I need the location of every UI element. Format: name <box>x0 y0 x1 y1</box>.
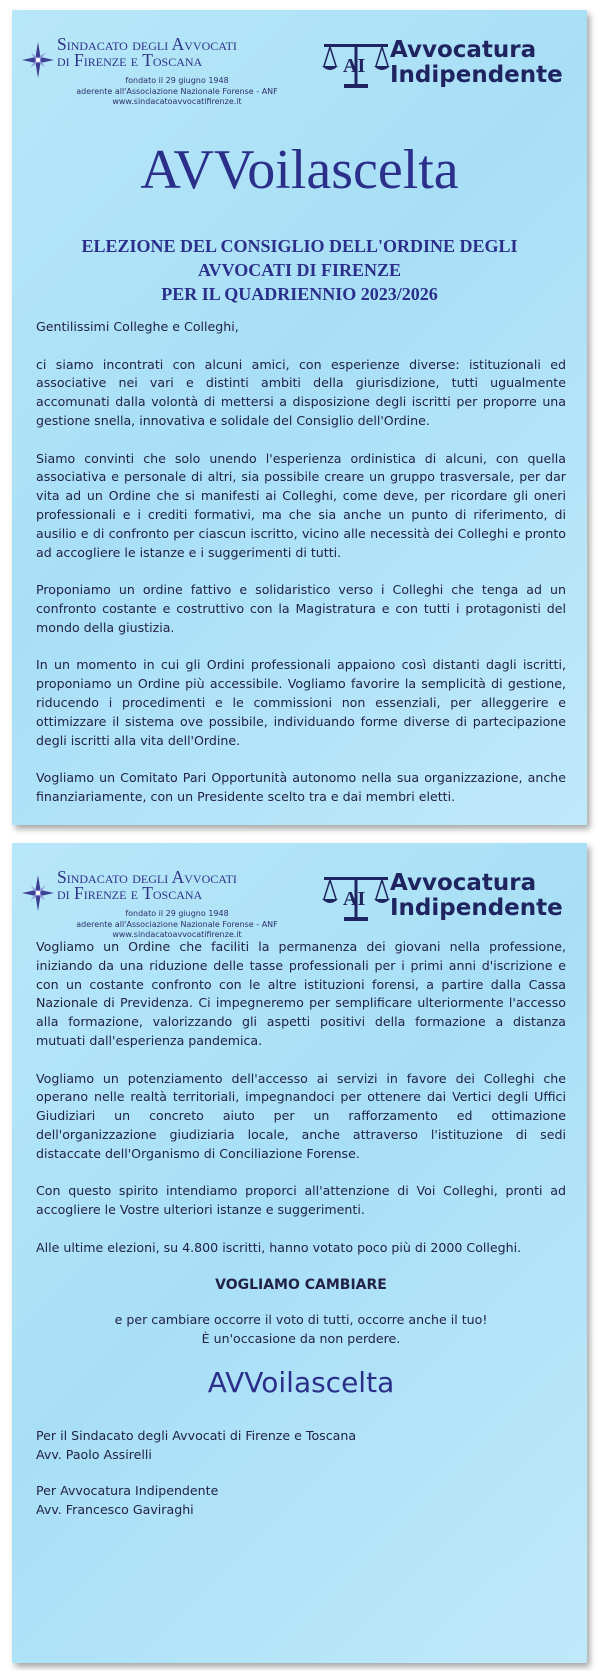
paragraph: Con questo spirito intendiamo proporci all'attenzione di Voi Colleghi, pronti ad accogliere le Vostre ulteriori istanze e suggerimenti. <box>36 1183 566 1218</box>
adherent-text: aderente all'Associazione Nazionale Forense - ANF <box>76 919 278 929</box>
sindacato-line2: di Firenze e Toscana <box>57 883 203 903</box>
founded-date: fondato il 29 giugno 1948 <box>125 76 229 85</box>
flyer-page-2 <box>12 843 587 1663</box>
sindacato-name <box>57 869 317 901</box>
avvocatura-indipendente-name <box>390 38 563 88</box>
svg-text:AI: AI <box>343 55 366 77</box>
paragraph: In un momento in cui gli Ordini professionali appaiono così distanti dagli iscritti, proponiamo un Ordine più accessibile. Vogliamo favorire la semplicità di gestione, riducendo i procedimenti e le commissioni non essenziali, per alleggerire e ottimizzare il sistema ove possibile, individuando forme diverse di partecipazione degli iscritti alla vita dell'Ordine. <box>36 657 566 748</box>
ai-line2: Indipendente <box>390 62 563 88</box>
paragraph: Proponiamo un ordine fattivo e solidaristico verso i Colleghi che tenga ad un confronto costante e costruttivo con la Magistratura e con tutti i protagonisti del mondo della giustizia. <box>36 582 566 635</box>
scales-of-justice-icon <box>322 40 390 90</box>
sindacato-line1: Sindacato degli Avvocati <box>57 867 237 887</box>
sindacato-info <box>72 909 282 941</box>
adherent-text: aderente all'Associazione Nazionale Forense - ANF <box>76 86 278 96</box>
compass-star-icon <box>20 40 56 80</box>
flyer-page-1 <box>12 10 587 825</box>
paragraph: Vogliamo un Comitato Pari Opportunità autonomo nella sua organizzazione, anche finanziariamente, con un Presidente scelto tra e dai membri eletti. <box>36 770 566 804</box>
ai-line1: Avvocatura <box>390 870 537 896</box>
sindacato-line2: di Firenze e Toscana <box>57 50 203 70</box>
paragraph: ci siamo incontrati con alcuni amici, con esperienze diverse: istituzionali ed associative nei vari e distinti ambiti della giurisdizione, tutti ugualmente accomunati dalla volontà di mettersi a disposizione degli iscritti per proporre una gestione snella, innovativa e solidale del Consiglio dell'Ordine. <box>36 356 566 428</box>
website-text: www.sindacatoavvocatifirenze.it <box>112 930 242 939</box>
ai-line1: Avvocatura <box>390 37 537 63</box>
letter-body-2 <box>36 938 566 1538</box>
letter-body-1 <box>36 318 566 826</box>
svg-text:AI: AI <box>343 888 366 910</box>
paragraph: Vogliamo un potenziamento dell'accesso ai servizi in favore dei Colleghi che operano nelle realtà territoriali, impegnandoci per ottenere dai Vertici degli Uffici Giudiziari un concreto aiuto per un rafforzamento ed ottimazione dell'organizzazione giudiziaria locale, anche attraverso l'istituzione di sedi distaccate dell'Organismo di Conciliazione Forense. <box>36 1070 566 1161</box>
appeal-line1: e per cambiare occorre il voto di tutti, occorre anche il tuo! <box>114 1312 488 1328</box>
avvocatura-indipendente-name <box>390 871 563 921</box>
ai-line2: Indipendente <box>390 895 563 921</box>
sig2-line1: Per Avvocatura Indipendente <box>36 1483 219 1499</box>
header <box>12 10 587 105</box>
appeal-line2: È un'occasione da non perdere. <box>201 1330 401 1346</box>
appeal <box>36 1311 566 1349</box>
sig2-line2: Avv. Francesco Gaviraghi <box>36 1502 194 1518</box>
website-text: www.sindacatoavvocatifirenze.it <box>112 97 242 106</box>
election-line1: ELEZIONE DEL CONSIGLIO DELL'ORDINE DEGLI <box>81 236 518 256</box>
sindacato-name <box>57 36 317 68</box>
campaign-title: AVVoilascelta <box>140 139 459 201</box>
header <box>12 843 587 938</box>
election-heading <box>12 234 587 306</box>
compass-star-icon <box>20 873 56 913</box>
campaign-title-small: AVVoilascelta <box>207 1365 395 1399</box>
signature-avvocatura <box>36 1482 566 1520</box>
paragraph: Alle ultime elezioni, su 4.800 iscritti, hanno votato poco più di 2000 Colleghi. <box>36 1239 522 1255</box>
sig1-line2: Avv. Paolo Assirelli <box>36 1446 152 1462</box>
founded-date: fondato il 29 giugno 1948 <box>125 909 229 918</box>
sig1-line1: Per il Sindacato degli Avvocati di Firenze e Toscana <box>36 1427 357 1443</box>
paragraph: Siamo convinti che solo unendo l'esperienza ordinistica di alcuni, con quella associativa e personale di altri, sia possibile creare un gruppo trasversale, per dar vita ad un Ordine che si manifesti ai Colleghi, come deve, per ricordare gli oneri professionali e i crediti formativi, ma che sia anche un punto di riferimento, di ausilio e di confronto per ciascun iscritto, vicino alle necessità dei Colleghi e pronto ad accogliere le istanze e i suggerimenti di tutti. <box>36 450 566 560</box>
sindacato-info <box>72 76 282 108</box>
scales-of-justice-icon <box>322 873 390 923</box>
election-line2: AVVOCATI DI FIRENZE <box>197 260 401 280</box>
greeting: Gentilissimi Colleghe e Colleghi, <box>36 319 239 334</box>
signature-sindacato <box>36 1427 566 1465</box>
election-line3: PER IL QUADRIENNIO 2023/2026 <box>161 284 438 304</box>
slogan: VOGLIAMO CAMBIARE <box>215 1277 387 1294</box>
sindacato-line1: Sindacato degli Avvocati <box>57 34 237 54</box>
paragraph: Vogliamo un Ordine che faciliti la permanenza dei giovani nella professione, iniziando da una riduzione delle tasse professionali per i primi anni d'iscrizione e con un costante confronto con le altre istituzioni forensi, a partire dalla Cassa Nazionale di Previdenza. Ci impegneremo per semplificare ulteriormente l'accesso alla formazione, valorizzando gli aspetti positivi della formazione a distanza mutuati dall'esperienza pandemica. <box>36 939 566 1048</box>
